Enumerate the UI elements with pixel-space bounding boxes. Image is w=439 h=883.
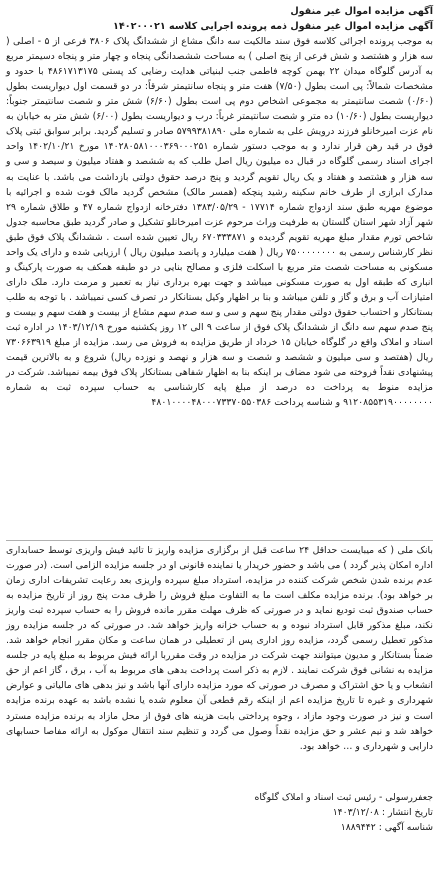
notice-footer — [6, 790, 433, 835]
auction-notice — [6, 4, 433, 410]
notice-body-part-1: به موجب پرونده اجرائی کلاسه فوق سند مالکیت سه دانگ مشاع از ششدانگ پلاک ۳۸۰۶ فرعی از ۵ - اصلی ( سه هزار و هشتصد و شش فرعی از پنج اصلی ) به مساحت ششصدانگی پنجاه و چهار متر و پنجاه دسیمتر مربع به آدرس گلوگاه میدان ۲۲ بهمن کوچه فاطمی جنب لبنیاتی هدایت رضایی کد پستی ۴۸۶۱۷۱۳۱۷۵ با حدود و مشخصات شمالاً: پی است بطول (۷/۵۰) هفت متر و پنجاه سانتیمتر شرقاً: در دو قسمت اول دیواریست بطول (۰/۶۰) شصت سانتیمتر به مجموعی اشخاص دوم پی است بطول (۶/۶۰) شش متر و شصت سانتیمتر جنوباً: دیواریست بطول (۱۰/۶۰) ده متر و شصت سانتیمتر غرباً: درب و دیواریست بطول (۶/۰۰) شش متر به خیابان به نام عزت امیرخانلو فرزند درویش علی به شماره ملی ۵۷۹۹۳۸۱۸۹۰ صادر و تسلیم گردید. برابر سوابق ثبتی پلاک فوق در قید رهن قرار ندارد و به موجب دستور شماره ۱۴۰۲۸۰۵۸۱۰۰۰۳۶۹۰۰۰۲۵۱ مورخ ۱۴۰۲/۱۰/۲۱ واحد اجرای اسناد رسمی گلوگاه در قبال ده میلیون ریال اصل طلب که به ششصد و هفتاد میلیون و سیصد و سی و سه هزار و هشتصد و هفتاد و یک ریال تقویم گردید و پنج درصد حقوق دولتی بازداشت می باشد. با عنایت به مدارک ابرازی از طرف خانم سکینه رشید پنچکه (همسر مالک) مشخص گردید مالک فوت شده و اجرائیه با موضوع مهریه طبق سند ازدواج شماره ۱۷۷۱۴ - ۱۳۸۳/۰۵/۲۹ دفترخانه ازدواج شماره ۴۷ و طلاق شماره ۲۹ شهر آزاد شهر استان گلستان به طرفیت وراث مرحوم عزت امیرخانلو تشکیل و صادر گردید طبق محاسبه جدول شاخص تورم مقدار مبلغ مهریه تقویم گردیده و ۶۷۰۳۳۳۸۷۱ ریال تعیین شده است . ششدانگ پلاک فوق طبق نظر کارشناس رسمی به ۷۵۰۰۰۰۰۰۰۰ ریال ( هفت میلیارد و پانصد میلیون ریال ) ارزیابی شده و دارای یک واحد مسکونی به مساحت شصت متر مربع با اسکلت فلزی و مصالح بنایی در دو طبقه همکف به صورت پارکینگ و انباری که طبقه اول به صورت مسکونی میباشد و جهت بهره برداری نیاز به تعمیر و مرمت دارد. ملک دارای امتیازات آب و برق و گاز و تلفن میباشد و بنا بر اظهار وکیل بستانکار در تصرف کسی نمیباشد . با توجه به طلب بستانکار و احتساب حقوق دولتی مقدار پنج سهم و سی و سه صدم سهم مشاع از بیست و هفت سهم و بیست و پنج صدم سهم سه دانگ از ششدانگ پلاک فوق از ساعت ۹ الی ۱۲ روز یکشنبه مورخ ۱۴۰۳/۱۲/۱۹ در اداره ثبت اسناد و املاک واقع در گلوگاه خیابان ۱۵ خرداد از طریق مزایده به فروش می رسد. مزایده از مبلغ ۷۳۰۶۶۳۹۱۹ ریال (هفتصد و سی میلیون و ششصد و شصت و سه هزار و نهصد و نوزده ریال) شروع و به بالاترین قیمت پیشنهادی نقداً فروخته می شود مضاف بر اینکه بنا به اظهار شفاهی بستانکار پلاک فوق بیمه نمیباشد. شرکت در مزایده منوط به پرداخت ده درصد از مبلغ پایه کارشناسی به حساب سپرده ثبت به شماره ۹۱۲۰۸۵۵۳۱۹۰۰۰۰۰۰۰۰ و شناسه پرداخت ۴۸۰۱۰۰۰۰۴۸۰۰۰۷۳۳۷۰۵۵۰۳۸۶ — [6, 36, 434, 409]
section-divider — [6, 540, 433, 541]
notice-body-part-2: بانک ملی ( که میبایست حداقل ۲۴ ساعت قبل از برگزاری مزایده واریز تا تائید فیش واریزی توسط حسابداری اداره امکان پذیر گردد ) می باشد و حضور خریدار یا نماینده قانونی او در جلسه مزایده الزامی است. (در صورت عدم برنده شدن شخص شرکت کننده در مزایده، استرداد مبلغ سپرده واریزی بعد رعایت تشریفات اداری زمان بر خواهد بود). برنده مزایده مکلف است ما به التفاوت مبلغ فروش را ظرف مدت پنج روز از تاریخ مزایده به حساب صندوق ثبت تودیع نماید و در صورتی که ظرف مهلت مقرر مانده فروش را به حساب سپرده ثبت واریز نکند، مبلغ مذکور قابل استرداد نبوده و به حساب خزانه واریز خواهد شد. در صورتی که در جلسه مزایده روز مذکور تعطیل رسمی گردد، مزایده روز اداری پس از تعطیلی در همان ساعت و مکان مقرر انجام خواهد شد. ضمناً بستانکار و مدیون میتوانند جهت شرکت در مزایده در وقت مقرربا ارائه فیش مربوط به مبلغ پایه در جلسه مزایده به نشانی فوق شرکت نمایند . لازم به ذکر است پرداخت بدهی های مربوط به آب ، برق ، گاز اعم از حق انشعاب و یا حق اشتراک و مصرف در صورتی که مورد مزایده دارای آنها باشد و نیز بدهی های مالیاتی و عوارض شهرداری و غیره تا تاریخ مزایده اعم از اینکه رقم قطعی آن معلوم شده یا نشده باشد به عهده برنده مزایده است و نیز در صورت وجود مازاد ، وجوه پرداختی بابت هزینه های فوق از محل مازاد به برنده مزایده مسترد خواهد شد و نیم عشر و حق مزایده نقداً وصول می گردد و تنظیم سند انتقال موکول به ارائه مفاصا حسابهای دارایی و شهرداری و … خواهد بود. — [6, 545, 433, 752]
notice-title: آگهی مزایده اموال غیر منقول — [290, 6, 433, 17]
notice-subtitle: آگهی مزایده اموال غیر منقول ذمه پرونده اجرایی کلاسه ۱۴۰۲۰۰۰۲۱ — [113, 21, 433, 33]
ad-id: شناسه آگهی : ۱۸۸۹۴۴۲ — [340, 822, 433, 834]
signature-line: جعفررسولی - رئیس ثبت اسناد و املاک گلوگاه — [254, 792, 433, 803]
publish-date: تاریخ انتشار : ۱۴۰۳/۱۲/۰۸ — [332, 807, 433, 819]
auction-notice-continued — [6, 543, 433, 754]
